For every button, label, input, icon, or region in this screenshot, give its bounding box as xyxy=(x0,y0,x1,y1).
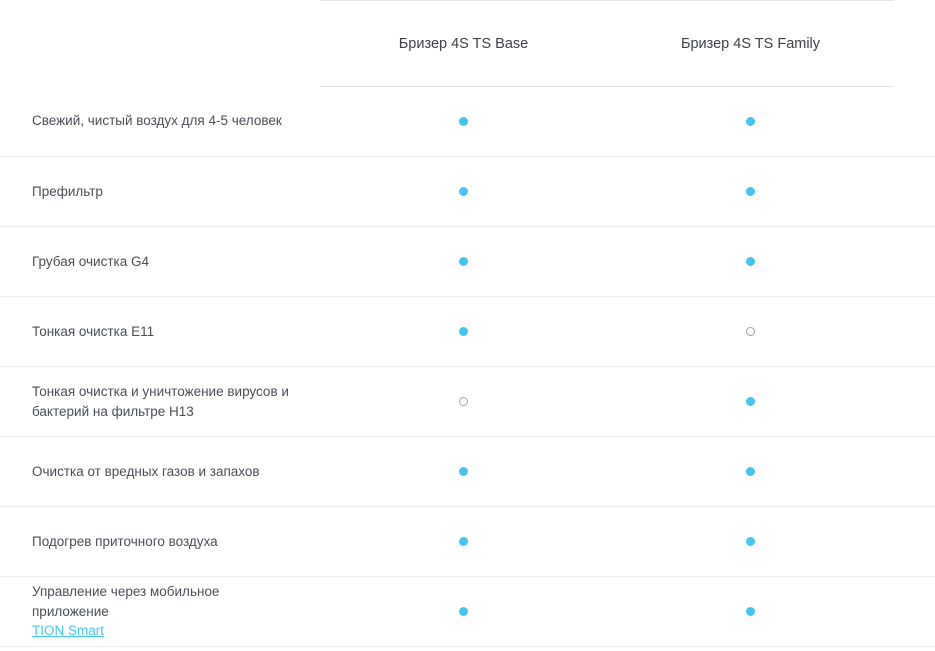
feature-text: Свежий, чистый воздух для 4-5 человек xyxy=(32,113,282,129)
column-header-spacer xyxy=(894,1,935,87)
feature-text: Очистка от вредных газов и запахов xyxy=(32,463,260,479)
feature-label xyxy=(0,437,320,507)
feature-label xyxy=(0,157,320,227)
table-row xyxy=(0,507,935,577)
mark-cell-base xyxy=(320,577,607,647)
row-spacer xyxy=(894,87,935,157)
feature-text: Грубая очистка G4 xyxy=(32,253,149,269)
included-dot-icon xyxy=(459,607,468,616)
row-spacer xyxy=(894,157,935,227)
tion-smart-link[interactable]: TION Smart xyxy=(32,623,105,639)
included-dot-icon xyxy=(459,187,468,196)
table-row xyxy=(0,87,935,157)
feature-text: Префильтр xyxy=(32,183,103,199)
mark-cell-family xyxy=(607,367,894,437)
row-spacer xyxy=(894,437,935,507)
included-dot-icon xyxy=(746,607,755,616)
feature-label xyxy=(0,577,320,647)
not-included-dot-icon xyxy=(746,327,755,336)
mark-cell-family xyxy=(607,507,894,577)
feature-label xyxy=(0,297,320,367)
table-body xyxy=(0,87,935,647)
mark-cell-family xyxy=(607,437,894,507)
feature-text: Тонкая очистка и уничтожение вирусов и бактерий на фильтре H13 xyxy=(32,383,289,419)
feature-text: Управление через мобильное приложение xyxy=(32,584,220,619)
mark-cell-base xyxy=(320,367,607,437)
row-spacer xyxy=(894,577,935,647)
table-row xyxy=(0,367,935,437)
mark-cell-base xyxy=(320,507,607,577)
feature-text: Подогрев приточного воздуха xyxy=(32,533,218,549)
mark-cell-base xyxy=(320,87,607,157)
feature-text: Тонкая очистка E11 xyxy=(32,323,155,339)
mark-cell-family xyxy=(607,297,894,367)
included-dot-icon xyxy=(746,467,755,476)
included-dot-icon xyxy=(459,537,468,546)
included-dot-icon xyxy=(459,257,468,266)
included-dot-icon xyxy=(746,257,755,266)
column-header-family: Бризер 4S TS Family xyxy=(607,1,894,87)
mark-cell-base xyxy=(320,157,607,227)
feature-label xyxy=(0,87,320,157)
feature-label xyxy=(0,367,320,437)
table-row xyxy=(0,227,935,297)
table-header-row xyxy=(0,1,935,87)
row-spacer xyxy=(894,227,935,297)
row-spacer xyxy=(894,297,935,367)
included-dot-icon xyxy=(746,117,755,126)
included-dot-icon xyxy=(459,327,468,336)
feature-label xyxy=(0,507,320,577)
mark-cell-family xyxy=(607,227,894,297)
mark-cell-base xyxy=(320,297,607,367)
table-row xyxy=(0,437,935,507)
row-spacer xyxy=(894,507,935,577)
mark-cell-family xyxy=(607,87,894,157)
not-included-dot-icon xyxy=(459,397,468,406)
mark-cell-base xyxy=(320,437,607,507)
column-header-base: Бризер 4S TS Base xyxy=(320,1,607,87)
included-dot-icon xyxy=(459,467,468,476)
table-header xyxy=(0,1,935,87)
mark-cell-family xyxy=(607,157,894,227)
included-dot-icon xyxy=(459,117,468,126)
table-row xyxy=(0,157,935,227)
row-spacer xyxy=(894,367,935,437)
included-dot-icon xyxy=(746,187,755,196)
mark-cell-base xyxy=(320,227,607,297)
table-row xyxy=(0,297,935,367)
included-dot-icon xyxy=(746,537,755,546)
feature-label xyxy=(0,227,320,297)
column-header-feature xyxy=(0,1,320,87)
table-row xyxy=(0,577,935,647)
mark-cell-family xyxy=(607,577,894,647)
included-dot-icon xyxy=(746,397,755,406)
